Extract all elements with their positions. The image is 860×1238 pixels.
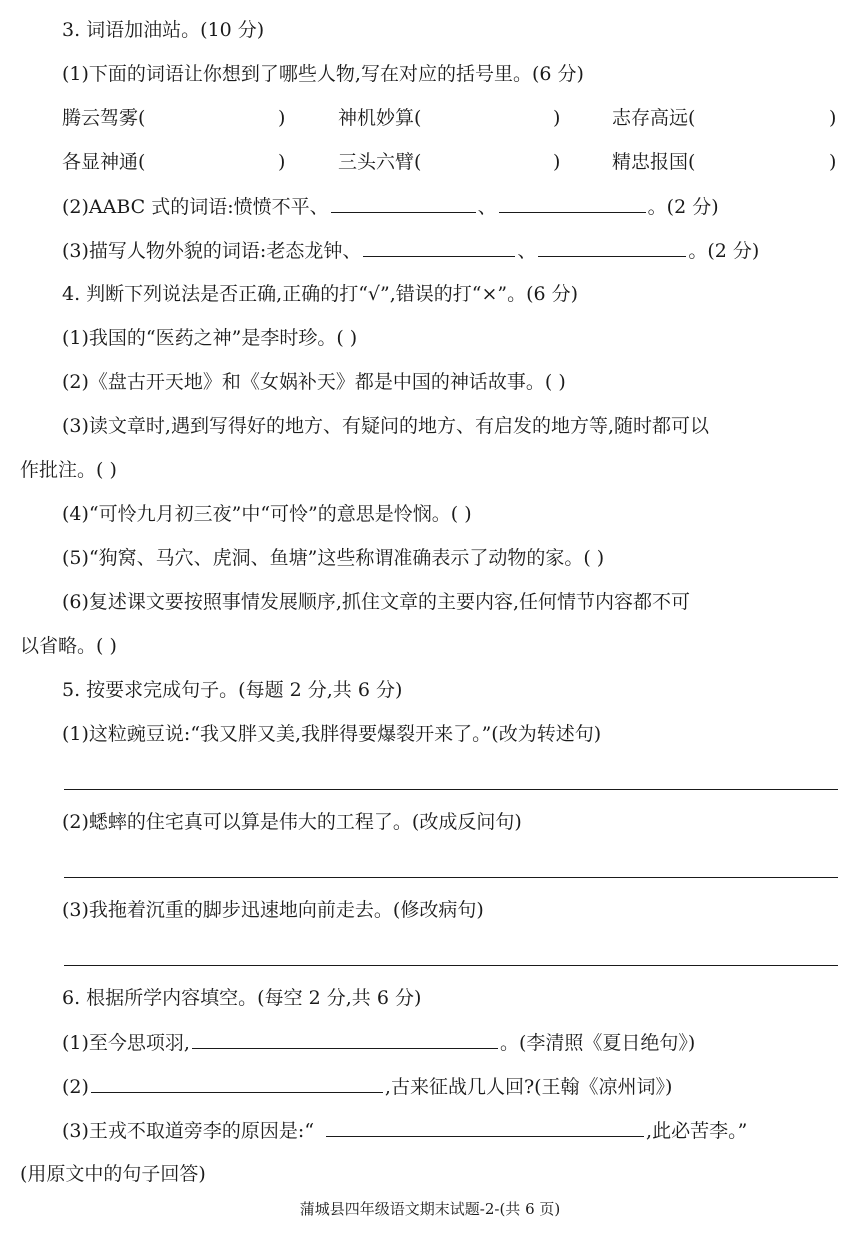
q3-row2-word1: 各显神通( xyxy=(62,151,146,173)
q3-row1-word2: 神机妙算( xyxy=(338,107,422,129)
q3-part3-blank2[interactable] xyxy=(538,238,686,257)
q6-fill2-prefix: (2) xyxy=(62,1076,89,1098)
q3-row1-close1: ) xyxy=(278,107,286,129)
q3-part2-suffix: 。(2 分) xyxy=(647,196,719,218)
q5-sentence2: (2)蟋蟀的住宅真可以算是伟大的工程了。(改成反问句) xyxy=(62,811,522,833)
q3-row1-word3: 志存高远( xyxy=(612,107,696,129)
q4-item1: (1)我国的“医药之神”是李时珍。( ) xyxy=(62,327,358,349)
q3-row1-close2: ) xyxy=(553,107,561,129)
q6-fill1-suffix: 。(李清照《夏日绝句》) xyxy=(499,1032,696,1054)
q4-item6-line2: 以省略。( ) xyxy=(20,635,117,657)
q4-heading: 4. 判断下列说法是否正确,正确的打“√”,错误的打“×”。(6 分) xyxy=(62,283,579,305)
q4-item3-line2: 作批注。( ) xyxy=(20,459,117,481)
q6-fill2-blank[interactable] xyxy=(91,1074,383,1093)
q3-part3-suffix: 。(2 分) xyxy=(688,240,760,262)
q4-item5: (5)“狗窝、马穴、虎洞、鱼塘”这些称谓准确表示了动物的家。( ) xyxy=(62,547,605,569)
q5-sentence3: (3)我拖着沉重的脚步迅速地向前走去。(修改病句) xyxy=(62,899,484,921)
q6-fill2-suffix: ,古来征战几人回?(王翰《凉州词》) xyxy=(384,1076,673,1098)
q5-answer-line1[interactable] xyxy=(64,789,838,790)
q6-fill3 xyxy=(62,1118,747,1143)
q6-fill1-prefix: (1)至今思项羽, xyxy=(62,1032,190,1054)
q5-heading: 5. 按要求完成句子。(每题 2 分,共 6 分) xyxy=(62,679,403,701)
q6-fill3-suffix: ,此必苦李。” xyxy=(646,1120,748,1142)
q5-answer-line2[interactable] xyxy=(64,877,838,878)
q3-row1-close3: ) xyxy=(829,107,837,129)
q3-part3-sep: 、 xyxy=(517,240,537,262)
q6-fill2 xyxy=(62,1074,672,1099)
q3-row2-close3: ) xyxy=(829,151,837,173)
q6-fill3-blank[interactable] xyxy=(326,1118,644,1137)
q4-item3-line1: (3)读文章时,遇到写得好的地方、有疑问的地方、有启发的地方等,随时都可以 xyxy=(62,415,709,437)
q6-fill3-note: (用原文中的句子回答) xyxy=(20,1163,206,1185)
q6-fill3-prefix: (3)王戎不取道旁李的原因是:“ xyxy=(62,1120,315,1142)
q3-row1-word1: 腾云驾雾( xyxy=(62,107,146,129)
q3-part1-instruction: (1)下面的词语让你想到了哪些人物,写在对应的括号里。(6 分) xyxy=(62,63,584,85)
q5-sentence1: (1)这粒豌豆说:“我又胖又美,我胖得要爆裂开来了。”(改为转述句) xyxy=(62,723,602,745)
q3-part3 xyxy=(62,238,759,263)
q3-row2-close1: ) xyxy=(278,151,286,173)
q3-part2-blank1[interactable] xyxy=(331,194,476,213)
q3-part2 xyxy=(62,194,719,219)
q3-row2-word2: 三头六臂( xyxy=(338,151,422,173)
q3-row2-close2: ) xyxy=(553,151,561,173)
q6-heading: 6. 根据所学内容填空。(每空 2 分,共 6 分) xyxy=(62,987,422,1009)
page-footer: 蒲城县四年级语文期末试题-2-(共 6 页) xyxy=(299,1200,561,1218)
q6-fill1-blank[interactable] xyxy=(192,1030,498,1049)
q4-item6-line1: (6)复述课文要按照事情发展顺序,抓住文章的主要内容,任何情节内容都不可 xyxy=(62,591,690,613)
q6-fill1 xyxy=(62,1030,695,1055)
q5-answer-line3[interactable] xyxy=(64,965,838,966)
q3-part3-blank1[interactable] xyxy=(363,238,515,257)
q4-item4: (4)“可怜九月初三夜”中“可怜”的意思是怜悯。( ) xyxy=(62,503,472,525)
q4-item2: (2)《盘古开天地》和《女娲补天》都是中国的神话故事。( ) xyxy=(62,371,566,393)
q3-part2-prefix: (2)AABC 式的词语:愤愤不平、 xyxy=(62,196,329,218)
q3-row2-word3: 精忠报国( xyxy=(612,151,696,173)
q3-heading: 3. 词语加油站。(10 分) xyxy=(62,19,265,41)
q3-part2-blank2[interactable] xyxy=(499,194,646,213)
q3-part3-prefix: (3)描写人物外貌的词语:老态龙钟、 xyxy=(62,240,362,262)
q3-part2-sep: 、 xyxy=(477,196,497,218)
